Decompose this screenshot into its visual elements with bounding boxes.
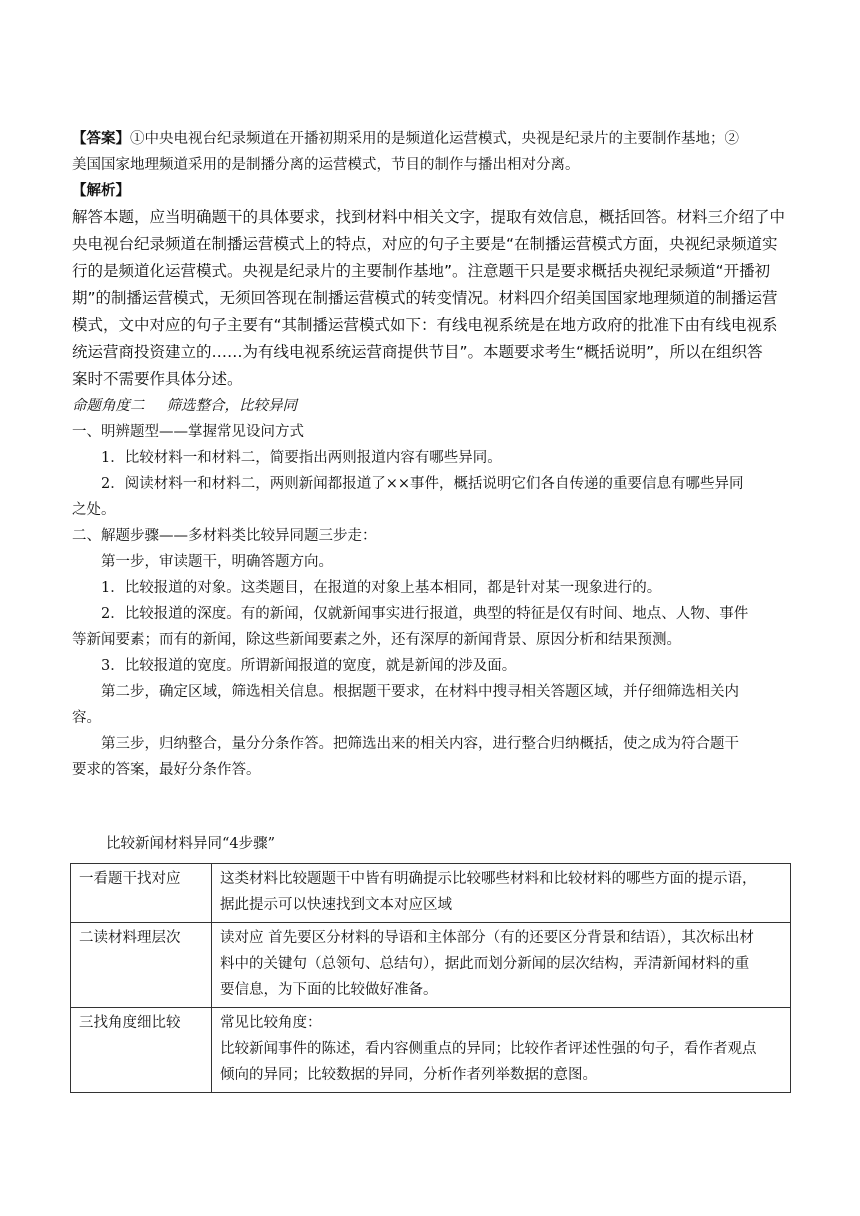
analysis-line: 期”的制播运营模式，无须回答现在制播运营模式的转变情况。材料四介绍美国国家地理频道的制播运营	[72, 289, 778, 307]
steps-table	[70, 863, 791, 1093]
step-cell: 二读材料理层次	[71, 923, 212, 1008]
point-2: 2．比较报道的深度。有的新闻，仅就新闻事实进行报道，典型的特征是仅有时间、地点、人物、事件	[101, 606, 749, 622]
analysis-line: 行的是频道化运营模式。央视是纪录片的主要制作基地”。注意题干只是要求概括央视纪录频道“开播初	[72, 262, 771, 280]
step-1: 第一步，审读题干，明确答题方向。	[101, 554, 333, 570]
step-cell: 三找角度细比较	[71, 1008, 212, 1093]
step-cell: 一看题干找对应	[71, 864, 212, 923]
table-row	[71, 864, 791, 923]
point-3: 3．比较报道的宽度。所谓新闻报道的宽度，就是新闻的涉及面。	[101, 658, 517, 674]
answer-line-1: 【答案】①中央电视台纪录频道在开播初期采用的是频道化运营模式，央视是纪录片的主要制作基地；②	[72, 130, 739, 147]
table-row	[71, 1008, 791, 1093]
desc-cell: 读对应 首先要区分材料的导语和主体部分（有的还要区分背景和结语），其次标出材 料中的关键句（总领句、总结句），据此而划分新闻的层次结构，弄清新闻材料的重 要信息，为下面的比较做好准备。	[212, 923, 791, 1008]
analysis-line: 央电视台纪录频道在制播运营模式上的特点，对应的句子主要是“在制播运营模式方面，央视纪录频道实	[72, 235, 778, 253]
step-3: 第三步，归纳整合，量分分条作答。把筛选出来的相关内容，进行整合归纳概括，使之成为符合题干	[101, 736, 739, 752]
table-caption: 比较新闻材料异同“4步骤”	[106, 836, 276, 852]
answer-label: 【答案】	[72, 130, 130, 147]
answer-line-2: 美国国家地理频道采用的是制播分离的运营模式，节目的制作与播出相对分离。	[72, 157, 580, 173]
analysis-line: 案时不需要作具体分述。	[72, 370, 243, 388]
step-2: 第二步，确定区域，筛选相关信息。根据题干要求，在材料中搜寻相关答题区域，并仔细筛选相关内	[101, 684, 739, 700]
point-2-cont: 等新闻要素；而有的新闻，除这些新闻要素之外，还有深厚的新闻背景、原因分析和结果预测。	[72, 632, 681, 648]
analysis-label: 【解析】	[72, 182, 130, 199]
desc-cell: 常见比较角度： 比较新闻事件的陈述，看内容侧重点的异同；比较作者评述性强的句子，看作者观点 倾向的异同；比较数据的异同，分析作者列举数据的意图。	[212, 1008, 791, 1093]
question-1: 1．比较材料一和材料二，简要指出两则报道内容有哪些异同。	[101, 450, 502, 466]
section-2-heading: 二、解题步骤——多材料类比较异同题三步走：	[72, 528, 377, 544]
question-2: 2．阅读材料一和材料二，两则新闻都报道了××事件，概括说明它们各自传递的重要信息有哪些异同	[101, 476, 744, 492]
desc-cell: 这类材料比较题题干中皆有明确提示比较哪些材料和比较材料的哪些方面的提示语， 据此提示可以快速找到文本对应区域	[212, 864, 791, 923]
question-2-cont: 之处。	[72, 502, 116, 518]
point-1: 1．比较报道的对象。这类题目，在报道的对象上基本相同，都是针对某一现象进行的。	[101, 580, 662, 596]
section-1-heading: 一、明辨题型——掌握常见设问方式	[72, 424, 304, 440]
document-body	[72, 126, 792, 783]
analysis-line: 解答本题，应当明确题干的具体要求，找到材料中相关文字，提取有效信息，概括回答。材料三介绍了中	[72, 208, 786, 226]
analysis-line: 统运营商投资建立的……为有线电视系统运营商提供节目”。本题要求考生“概括说明”，所以在组织答	[72, 343, 763, 361]
table-row	[71, 923, 791, 1008]
step-3-cont: 要求的答案，最好分条作答。	[72, 762, 261, 778]
step-2-cont: 容。	[72, 710, 101, 726]
analysis-line: 模式，文中对应的句子主要有“其制播运营模式如下：有线电视系统是在地方政府的批准下由有线电视系	[72, 316, 778, 334]
angle-heading: 命题角度二 筛选整合，比较异同	[72, 398, 297, 414]
